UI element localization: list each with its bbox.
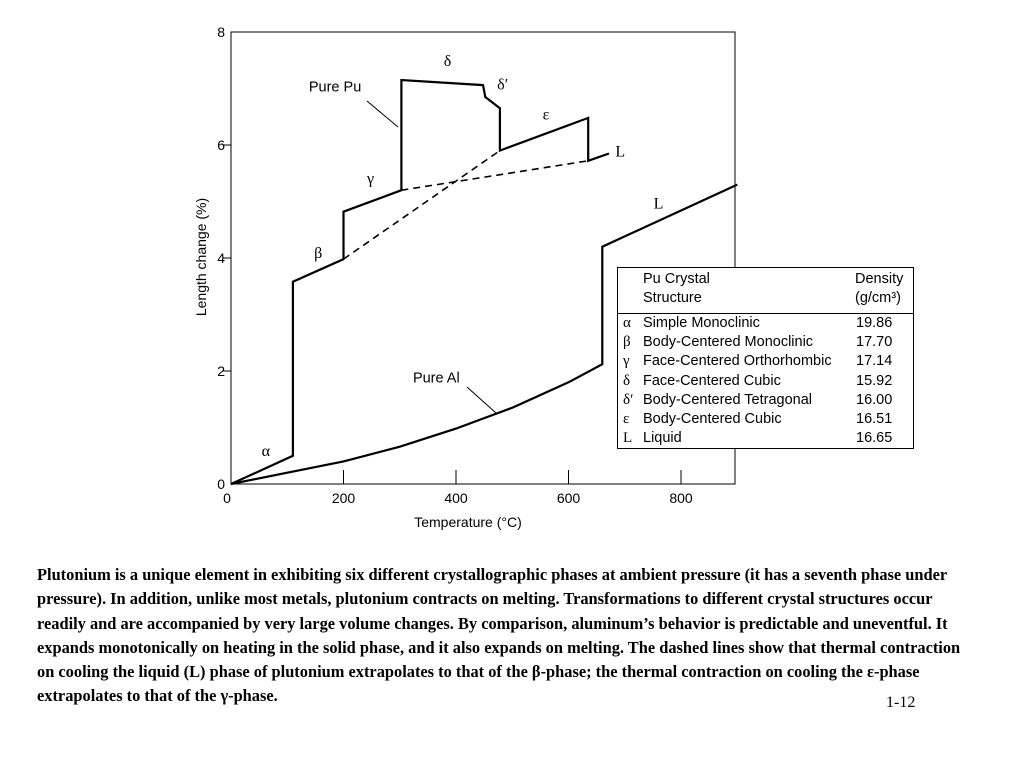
density-value: 16.00 <box>856 391 893 408</box>
table-row <box>618 410 913 429</box>
curve-label: Pure Al <box>412 370 460 387</box>
phase-label: γ <box>366 170 375 188</box>
slide-number: 1-12 <box>886 694 916 711</box>
series-dashed-extrapolation-line <box>344 151 500 260</box>
phase-label: α <box>261 442 271 460</box>
series-dashed-extrapolation-line <box>401 161 588 190</box>
phase-label: L <box>653 195 664 213</box>
phase-label: ε <box>542 106 550 124</box>
structure-name: Body-Centered Tetragonal <box>643 391 813 408</box>
structure-name: Body-Centered Cubic <box>643 410 782 427</box>
phase-symbol: α <box>623 315 631 331</box>
phase-label: L <box>615 143 626 161</box>
structure-name: Simple Monoclinic <box>643 315 760 331</box>
table-row <box>618 333 913 352</box>
density-table-body <box>618 314 913 448</box>
curve-label: Pure Pu <box>308 79 362 96</box>
table-row <box>618 391 913 410</box>
slide-caption: Plutonium is a unique element in exhibiting six different crystallographic phases at ambient pressure (it has a seventh phase under pressure). In addition, unlike most metals, plutonium contracts on melting. Transformations to different crystal structures occur readily and are accompanied by very large volume changes. By comparison, aluminum’s behavior is predictable and uneventful. It expands monotonically on heating in the solid phase, and it also expands on melting. The dashed lines show that thermal contraction on cooling the liquid (L) phase of plutonium extrapolates to that of the β-phase; the thermal contraction on cooling the ε-phase extrapolates to that of the γ-phase. <box>37 565 961 706</box>
x-axis-label: Temperature (°C) <box>414 514 522 530</box>
x-tick-label: 200 <box>331 490 356 506</box>
density-table-header <box>618 268 913 314</box>
x-tick-label: 800 <box>669 490 693 506</box>
x-axis-ticks <box>223 470 693 506</box>
phase-label: δ′ <box>497 76 509 94</box>
y-axis-ticks <box>217 24 231 492</box>
phase-symbol: β <box>623 334 631 351</box>
series-pure-pu-line <box>231 80 609 484</box>
phase-symbol: L <box>623 430 633 447</box>
pure-al-leader <box>467 387 496 413</box>
structure-name: Face-Centered Cubic <box>643 372 781 389</box>
header-density: Density (g/cm³) <box>855 271 904 306</box>
phase-label: δ <box>443 52 452 70</box>
density-value: 17.14 <box>856 353 893 370</box>
pure-pu-leader <box>367 101 398 127</box>
y-tick-label: 2 <box>217 363 225 379</box>
x-tick-label: 0 <box>223 490 231 506</box>
structure-name: Face-Centered Orthorhombic <box>643 353 832 370</box>
density-value: 16.51 <box>856 410 893 427</box>
phase-label: β <box>314 245 323 262</box>
phase-symbol: δ <box>623 372 631 389</box>
y-tick-label: 8 <box>217 24 225 40</box>
table-row <box>618 314 913 333</box>
table-row <box>618 352 913 371</box>
density-value: 19.86 <box>856 315 893 331</box>
header-structure: Pu Crystal Structure <box>643 271 710 306</box>
y-tick-label: 4 <box>217 250 225 266</box>
y-tick-label: 6 <box>217 137 225 153</box>
y-tick-label: 0 <box>217 476 225 492</box>
table-row <box>618 429 913 448</box>
table-row <box>618 372 913 391</box>
structure-name: Liquid <box>643 430 682 447</box>
phase-symbol: γ <box>623 353 630 370</box>
density-value: 16.65 <box>856 430 893 447</box>
density-table <box>617 267 914 449</box>
leader-lines <box>367 101 496 413</box>
density-value: 15.92 <box>856 372 893 389</box>
phase-symbol: ε <box>623 410 630 427</box>
structure-name: Body-Centered Monoclinic <box>643 334 814 351</box>
phase-symbol: δ′ <box>623 391 634 408</box>
x-tick-label: 400 <box>444 490 468 506</box>
density-value: 17.70 <box>856 334 893 351</box>
y-axis-label: Length change (%) <box>193 197 209 317</box>
x-tick-label: 600 <box>556 490 581 506</box>
